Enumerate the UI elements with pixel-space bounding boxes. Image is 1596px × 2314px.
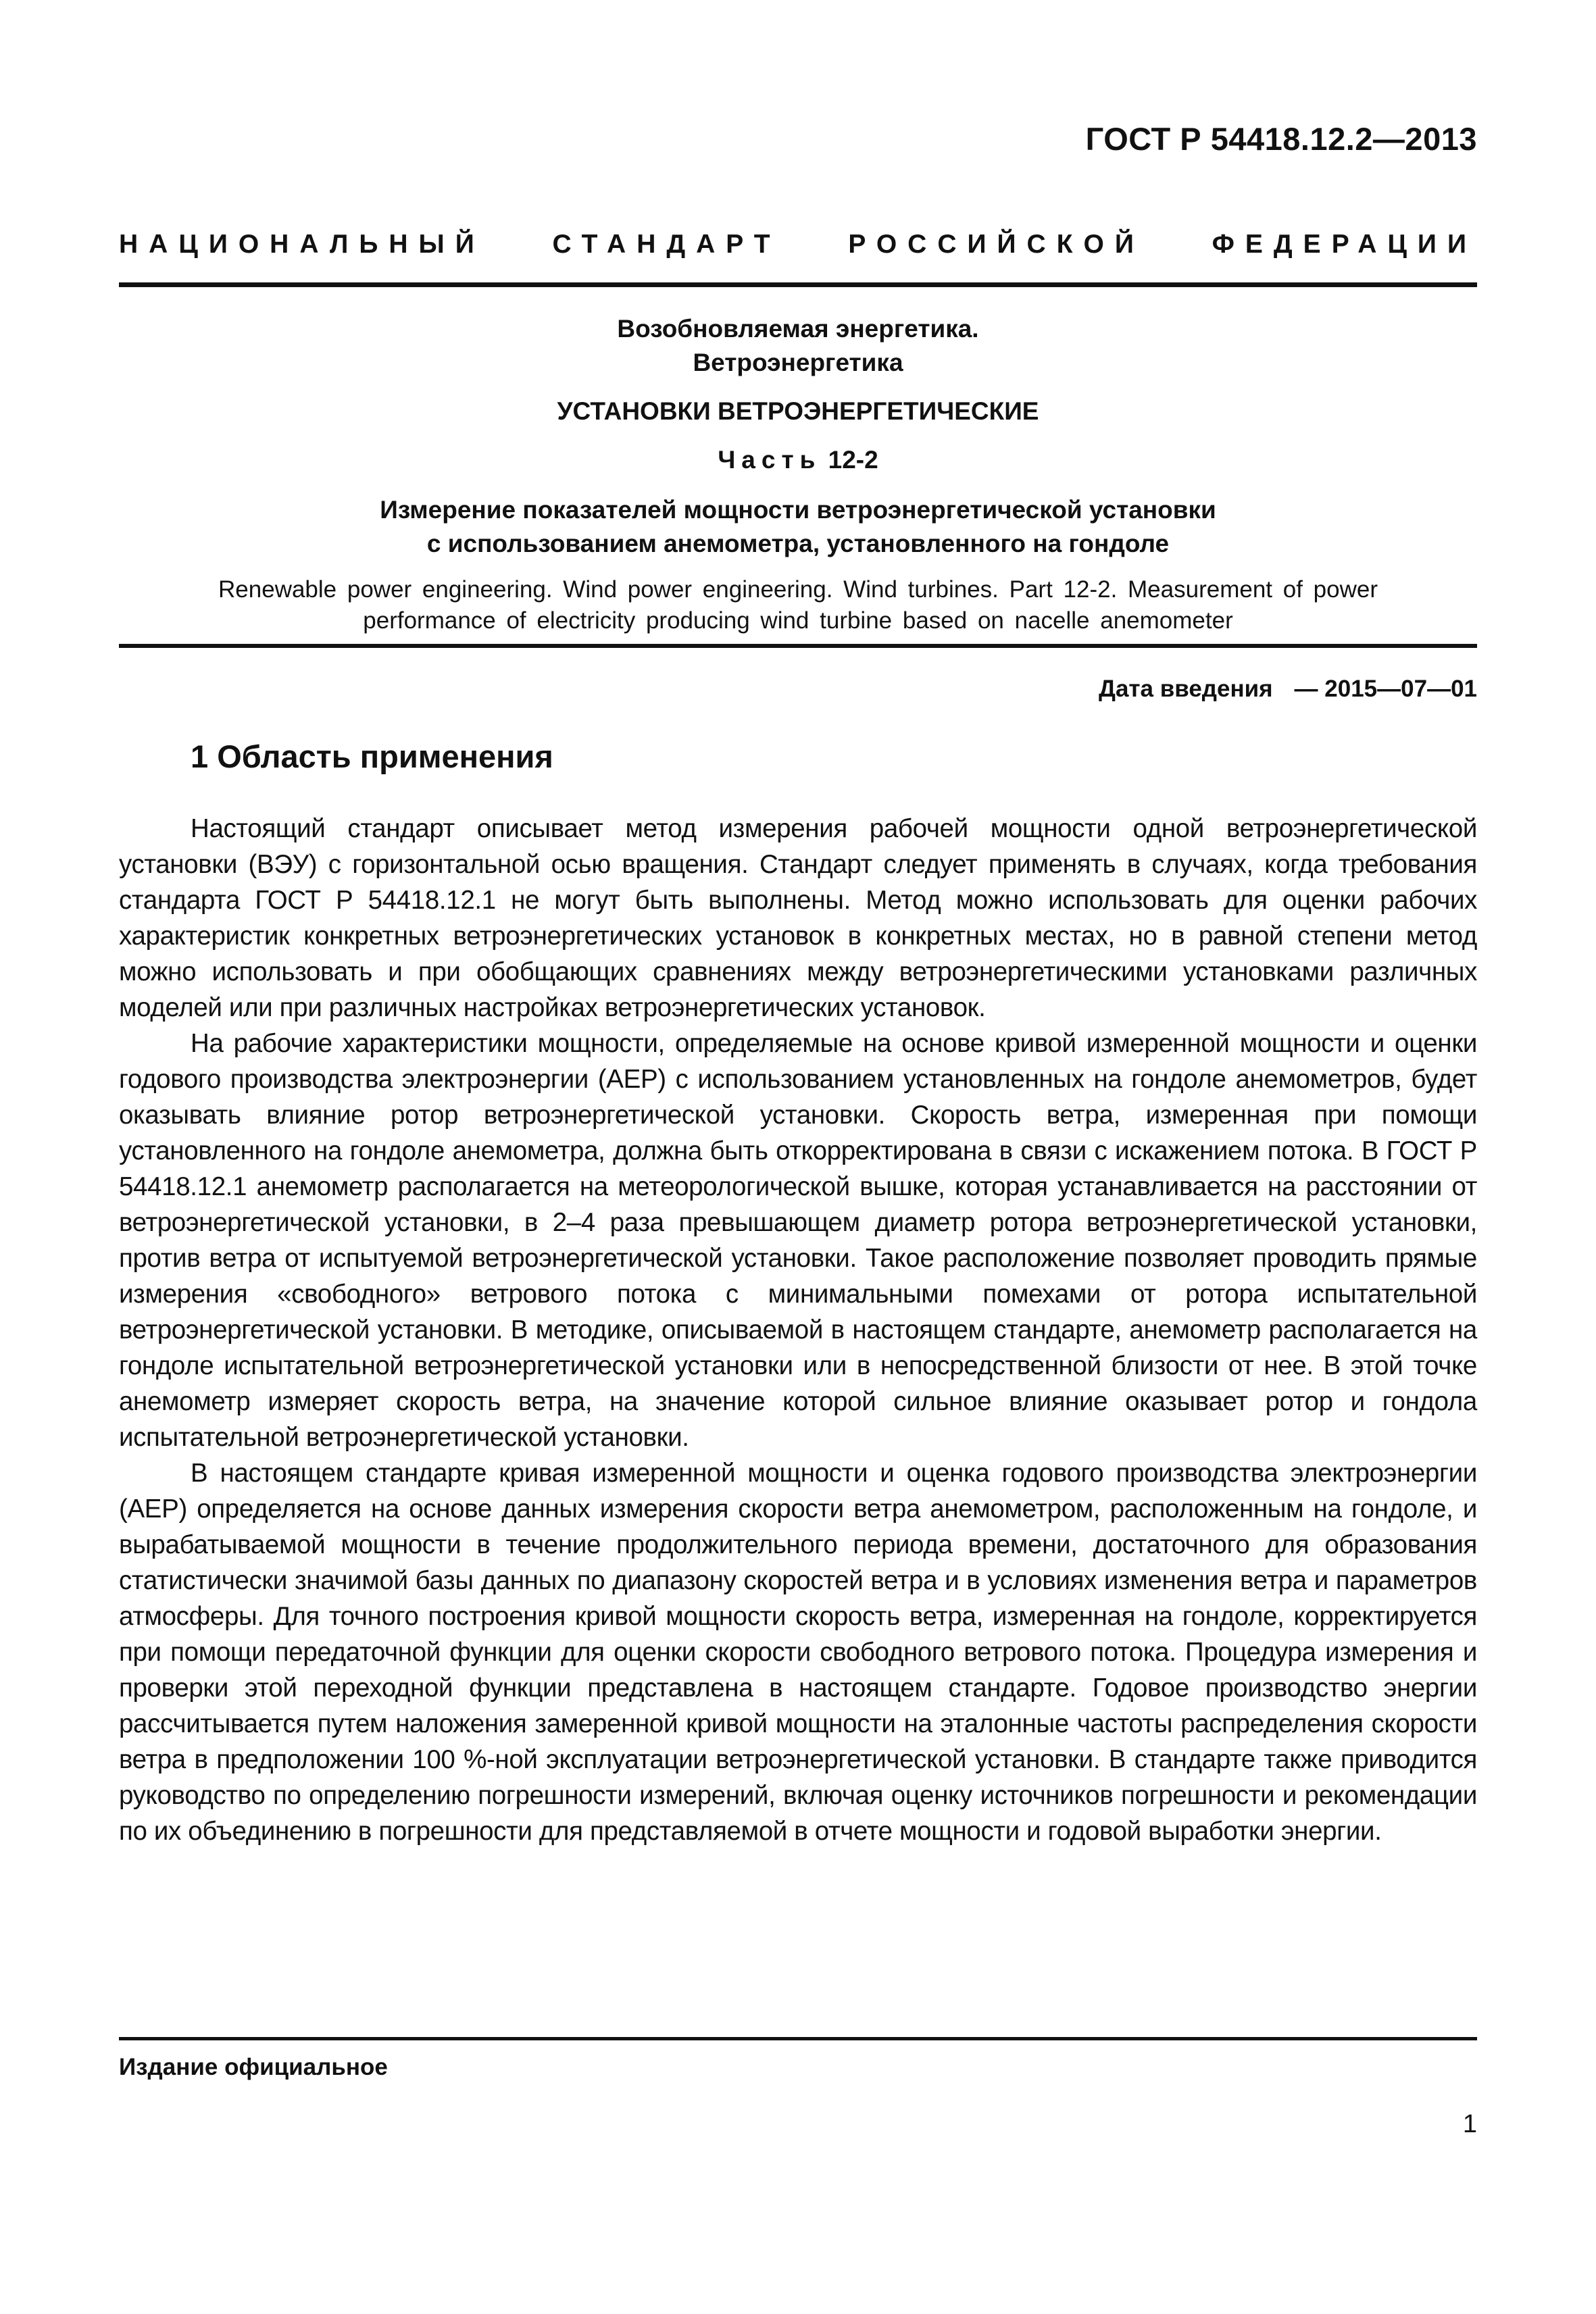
title-subject — [119, 493, 1477, 561]
english-title-line-1: Renewable power engineering. Wind power engineering. Wind turbines. Part 12-2. Measurement of power — [218, 576, 1378, 603]
title-main: УСТАНОВКИ ВЕТРОЭНЕРГЕТИЧЕСКИЕ — [557, 397, 1039, 425]
introduction-date-label: Дата введения — [1099, 676, 1273, 702]
official-edition-label: Издание официальное — [119, 2054, 388, 2080]
part-number: 12-2 — [828, 446, 878, 474]
section-body — [119, 811, 1477, 1849]
subject-line-1: Измерение показателей мощности ветроэнергетической установки — [380, 496, 1216, 524]
title-part — [119, 443, 1477, 477]
footer-divider — [119, 2037, 1477, 2040]
paragraph: Настоящий стандарт описывает метод измерения рабочей мощности одной ветроэнергетической установки (ВЭУ) с горизонтальной осью вращения. Стандарт следует применять в случаях, когда требования стандарта ГОСТ Р 54418.12.1 не могут быть выполнены. Метод можно использовать для оценки рабочих характеристик конкретных ветроэнергетических установок в конкретных местах, но в равной степени метод можно использовать и при обобщающих сравнениях между ветроэнергетическими установками различных моделей или при различных настройках ветроэнергетических установок. — [119, 814, 1477, 1022]
paragraph: В настоящем стандарте кривая измеренной мощности и оценка годового производства электроэнергии (AEP) определяется на основе данных измерения скорости ветра анемометром, расположенным на гондоле, и вырабатываемой мощности в течение продолжительного периода времени, достаточного для образования статистически значимой базы данных по диапазону скоростей ветра и в условиях изменения ветра и параметров атмосферы. Для точного построения кривой мощности скорость ветра, измеренная на гондоле, корректируется при помощи передаточной функции для оценки скорости свободного ветрового потока. Процедура измерения и проверки этой переходной функции представлена в настоящем стандарте. Годовое производство энергии рассчитывается путем наложения замеренной кривой мощности на эталонные частоты распределения скорости ветра в предположении 100 %-ной эксплуатации ветроэнергетической установки. В стандарте также приводится руководство по определению погрешности измерений, включая оценку источников погрешности и рекомендации по их объединению в погрешности для представляемой в отчете мощности и годовой выработки энергии. — [119, 1459, 1477, 1846]
title-divider — [119, 644, 1477, 648]
section-title: 1 Область применения — [191, 738, 553, 774]
introduction-date-value: — 2015—07—01 — [1294, 676, 1477, 702]
national-standard-heading: НАЦИОНАЛЬНЫЙ СТАНДАРТ РОССИЙСКОЙ ФЕДЕРАЦИИ — [119, 230, 1477, 259]
subject-line-2: с использованием анемометра, установленного на гондоле — [426, 530, 1170, 557]
page-number: 1 — [1462, 2110, 1477, 2138]
part-word: Часть — [718, 446, 822, 474]
top-divider — [119, 282, 1477, 287]
paragraph: На рабочие характеристики мощности, определяемые на основе кривой измеренной мощности и оценки годового производства электроэнергии (AEP) с использованием установленных на гондоле анемометров, будет оказывать влияние ротор ветроэнергетической установки. Скорость ветра, измеренная при помощи установленного на гондоле анемометра, должна быть откорректирована в связи с искажением потока. В ГОСТ Р 54418.12.1 анемометр располагается на метеорологической вышке, которая устанавливается на расстоянии от ветроэнергетической установки, в 2–4 раза превышающем диаметр ротора ветроэнергетической установки, против ветра от испытуемой ветроэнергетической установки. Такое расположение позволяет проводить прямые измерения «свободного» ветрового потока с минимальными помехами от ротора испытательной ветроэнергетической установки. В методике, описываемой в настоящем стандарте, анемометр располагается на гондоле испытательной ветроэнергетической установки или в непосредственной близости от нее. В этой точке анемометр измеряет скорость ветра, на значение которой сильное влияние оказывает ротор и гондола испытательной ветроэнергетической установки. — [119, 1029, 1477, 1452]
title-line-1: Возобновляемая энергетика. — [617, 315, 979, 343]
document-code: ГОСТ Р 54418.12.2—2013 — [1085, 121, 1477, 157]
english-title — [119, 574, 1477, 636]
title-block — [119, 312, 1477, 636]
english-title-line-2: performance of electricity producing wind turbine based on nacelle anemometer — [363, 607, 1233, 634]
introduction-date — [1099, 676, 1477, 703]
title-line-2: Ветроэнергетика — [693, 349, 903, 376]
